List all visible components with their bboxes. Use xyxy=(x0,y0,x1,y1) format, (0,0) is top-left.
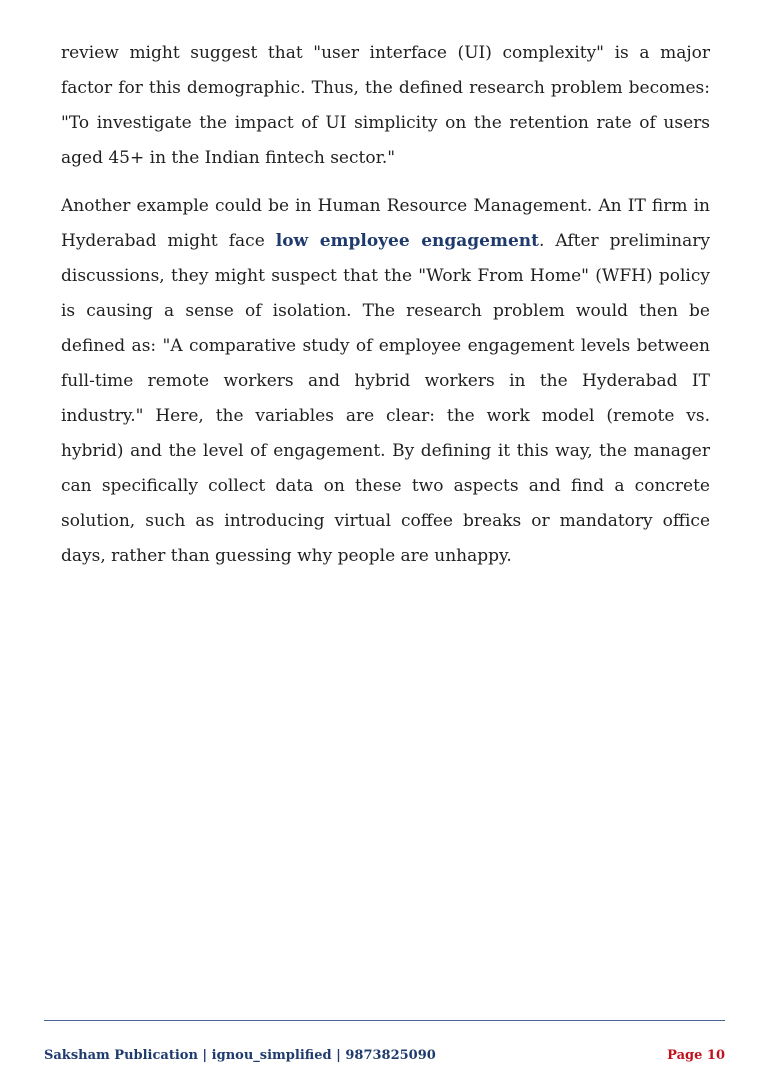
footer-divider xyxy=(44,1020,725,1021)
highlighted-term: low employee engagement xyxy=(275,231,539,251)
paragraph-hr-example xyxy=(61,189,710,574)
page-number: Page 10 xyxy=(667,1048,725,1063)
paragraph-text-start: Another example could be in Human Resource Management. An IT firm in Hyderabad might face xyxy=(61,196,710,251)
paragraph-continuation: review might suggest that "user interface (UI) complexity" is a major factor for this demographic. Thus, the defined research problem becomes: "To investigate the impact of UI simplicity on the retention rate of users aged 45+ in the Indian fintech sector." xyxy=(61,43,710,168)
paragraph-text-end: . After preliminary discussions, they might suspect that the "Work From Home" (WFH) policy is causing a sense of isolation. The research problem would then be defined as: "A comparative study of employee engagement levels between full-time remote workers and hybrid workers in the Hyderabad IT industry." Here, the variables are clear: the work model (remote vs. hybrid) and the level of engagement. By defining it this way, the manager can specifically collect data on these two aspects and find a concrete solution, such as introducing virtual coffee breaks or mandatory office days, rather than guessing why people are unhappy. xyxy=(61,231,710,566)
page-body xyxy=(61,36,710,574)
footer-publisher: Saksham Publication | ignou_simplified | 9873825090 xyxy=(44,1048,436,1063)
